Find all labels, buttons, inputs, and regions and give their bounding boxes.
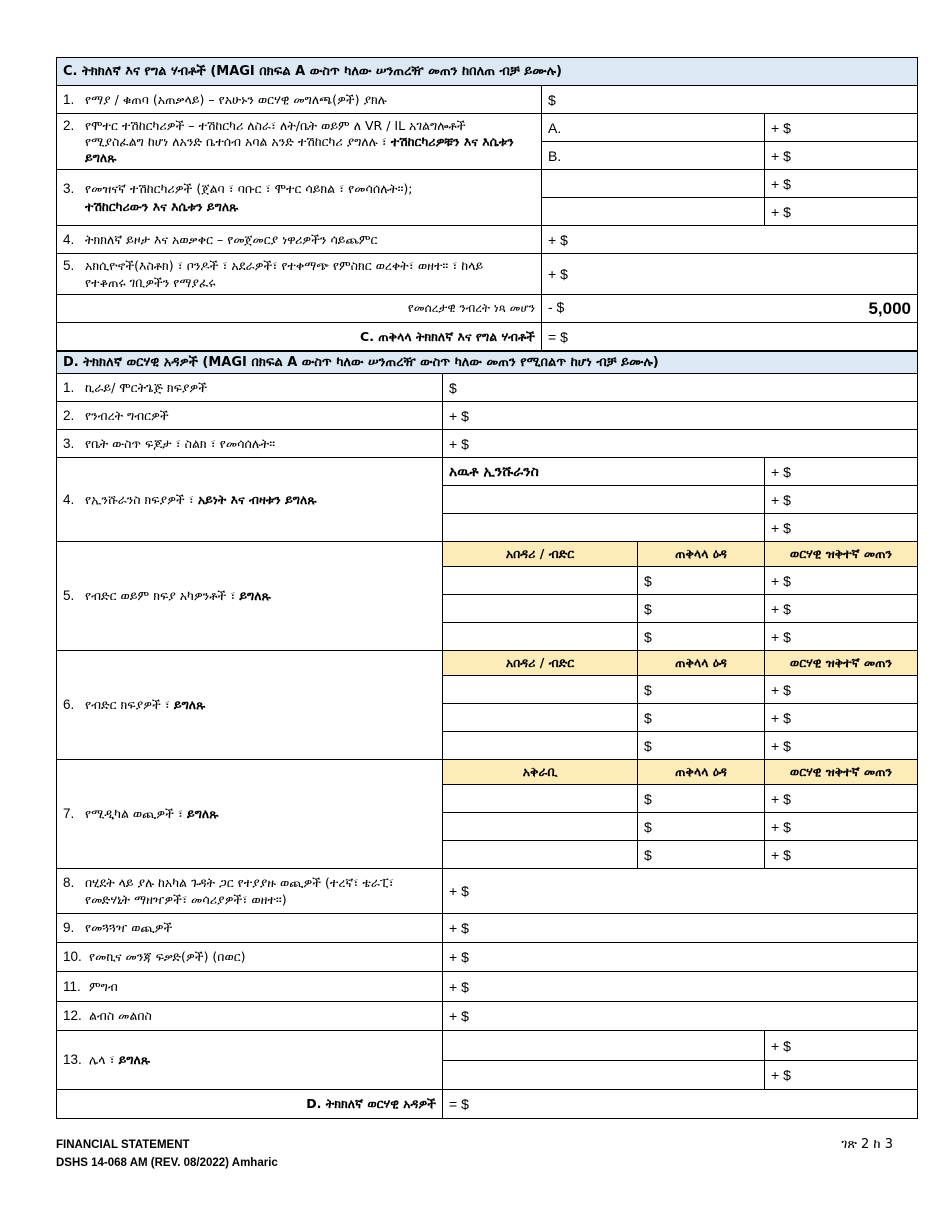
section-d-header: D. ትክክለኛ ወርሃዊ አዳዎች (MAGI በክፍል A ውስጥ ካለው ሠንጠረዥ ውስጥ ካለው መጠን የሚበልጥ ከሆነ ብቻ ይሙሉ) [57,352,918,374]
d5-col-monthly: ወርሃዊ ዝቅተኛ መጠን [765,542,918,567]
c2-value-a-field[interactable]: + $ [765,114,918,142]
d7-total-2[interactable]: $ [638,813,765,841]
d7-col-provider: አቅራቢ [443,760,638,785]
c3-value-2-field[interactable]: + $ [765,198,918,226]
c2-label-cell: 2. የሞተር ተሽከርካሪዎች – ተሽከርካሪ ለስራ፣ ለት/ቤት ወይም ለ VR / IL አገልግሎቶች የሚያስፈልግ ከሆነ ለአንድ ቤተሰብ አባል አንድ ተሽከርካሪ ያግለሉ ፣ ተሽከርካሪዎቹን እና እሴቱን ይግለጹ [57,114,542,170]
c3-label: የመዝናኛ ተሽከርካሪዎች (ጀልባ ፣ ባቡር ፣ ሞተር ሳይክል ፣ የመሳሰሉት።); [85,180,413,196]
d7-provider-2[interactable] [443,813,638,841]
c5-value-field[interactable]: + $ [542,254,918,295]
d7-total-1[interactable]: $ [638,785,765,813]
section-c-header: C. ትክክለኛ እና የግል ሃብቶች (MAGI በክፍል A ውስጥ ካለው ሠንጠረዥ መጠን ከበለጠ ብቻ ይሙሉ) [57,58,918,86]
d6-col-monthly: ወርሃዊ ዝቅተኛ መጠን [765,651,918,676]
c1-label-cell: 1. የማያ / ቁጠባ (አጠቃላይ) – የአሁኑን ወርሃዊ መግለጫ(ዎች) ያክሉ [57,86,542,114]
c1-value-field[interactable]: $ [542,86,918,114]
c1-label: የማያ / ቁጠባ (አጠቃላይ) – የአሁኑን ወርሃዊ መግለጫ(ዎች) ያክሉ [85,91,387,107]
d7-monthly-2[interactable]: + $ [765,813,918,841]
d4-insurance-1-field[interactable]: አዉቶ ኢንሹራንስ [443,458,765,486]
d4-amount-3-field[interactable]: + $ [765,514,918,542]
d13-amount-1-field[interactable]: + $ [765,1031,918,1061]
exemption-value: - $ 5,000 [542,295,918,323]
d6-monthly-2[interactable]: + $ [765,704,918,732]
d5-monthly-3[interactable]: + $ [765,623,918,651]
d6-total-1[interactable]: $ [638,676,765,704]
c2-vehicle-b-field[interactable]: B. [542,142,765,170]
d3-value-field[interactable]: + $ [443,430,918,458]
d5-col-total: ጠቅላላ ዕዳ [638,542,765,567]
c2-label-bold: ተሽከርካሪዎቹን እና እሴቱን ይግለጹ [85,133,514,165]
d4-amount-1-field[interactable]: + $ [765,458,918,486]
d8-label-cell: 8. በሂደት ላይ ያሉ ከአካል ጉዳት ጋር የተያያዙ ወጪዎች (ተረኛ፣ ቴራፒ፣ የመድሃኒት ማዘዣዎች፣ መሳሪያዎች፣ ወዘተ።) [57,869,443,914]
d5-col-lender: አበዳሪ / ብድር [443,542,638,567]
exemption-label: የመሰረታዊ ንብረት ነጻ መሆን [57,295,542,323]
d11-value-field[interactable]: + $ [443,972,918,1002]
d10-value-field[interactable]: + $ [443,943,918,972]
d8-value-field[interactable]: + $ [443,869,918,914]
d4-amount-2-field[interactable]: + $ [765,486,918,514]
d5-lender-1[interactable] [443,567,638,595]
d12-value-field[interactable]: + $ [443,1002,918,1031]
d7-total-3[interactable]: $ [638,841,765,869]
d7-provider-3[interactable] [443,841,638,869]
c2-label: የሞተር ተሽከርካሪዎች – ተሽከርካሪ ለስራ፣ ለት/ቤት ወይም ለ VR / IL አገልግሎቶች የሚያስፈልግ ከሆነ ለአንድ ቤተሰብ አባል አንድ ተሽከርካሪ ያግለሉ ፣ [85,117,466,149]
c3-vehicle-1-field[interactable] [542,170,765,198]
d9-value-field[interactable]: + $ [443,914,918,943]
c2-value-b-field[interactable]: + $ [765,142,918,170]
d1-label-cell: 1. ኪራይ/ ሞርትጌጅ ክፍያዎች [57,374,443,402]
d7-col-total: ጠቅላላ ዕዳ [638,760,765,785]
d6-lender-3[interactable] [443,732,638,760]
d2-value-field[interactable]: + $ [443,402,918,430]
d13-label-cell: 13. ሌላ ፣ ይግለጹ [57,1031,443,1090]
footer-form-title: FINANCIAL STATEMENT [56,1139,190,1151]
d5-total-1[interactable]: $ [638,567,765,595]
section-d-table [56,351,918,1119]
c3-label-cell: 3. የመዝናኛ ተሽከርካሪዎች (ጀልባ ፣ ባቡር ፣ ሞተር ሳይክል ፣ የመሳሰሉት።); ተሽከርካሪውን እና እሴቱን ይግለጹ [57,170,542,226]
d13-amount-2-field[interactable]: + $ [765,1061,918,1090]
d13-other-2-field[interactable] [443,1061,765,1090]
d6-monthly-3[interactable]: + $ [765,732,918,760]
d6-lender-1[interactable] [443,676,638,704]
c4-label-cell: 4. ትክክለኛ ይዞታ እና አወቃቀር – የመጀመርያ ነዋሪዎችን ሳይጨምር [57,226,542,254]
d6-total-3[interactable]: $ [638,732,765,760]
d5-lender-2[interactable] [443,595,638,623]
d5-monthly-1[interactable]: + $ [765,567,918,595]
d7-monthly-3[interactable]: + $ [765,841,918,869]
d1-value-field[interactable]: $ [443,374,918,402]
d5-total-2[interactable]: $ [638,595,765,623]
page-number: ገጽ 2 ከ 3 [841,1137,893,1152]
c2-vehicle-a-field[interactable]: A. [542,114,765,142]
c3-vehicle-2-field[interactable] [542,198,765,226]
d-total-label: D. ትክክለኛ ወርሃዊ አዳዎች [57,1090,443,1119]
d10-label-cell: 10. የመኪና መንጃ ፍቃድ(ዎች) (በወር) [57,943,443,972]
d7-label-cell: 7. የሚዲካል ወጪዎች ፣ ይግለጹ [57,760,443,869]
d7-monthly-1[interactable]: + $ [765,785,918,813]
section-c-table [56,57,918,351]
d13-other-1-field[interactable] [443,1031,765,1061]
d-total-field[interactable]: = $ [443,1090,918,1119]
d3-label-cell: 3. የቤት ውስጥ ፍጆታ ፣ ስልክ ፣ የመሳሰሉት። [57,430,443,458]
c3-value-1-field[interactable]: + $ [765,170,918,198]
d12-label-cell: 12. ልብስ መልበስ [57,1002,443,1031]
d11-label-cell: 11. ምግብ [57,972,443,1002]
d5-total-3[interactable]: $ [638,623,765,651]
d5-monthly-2[interactable]: + $ [765,595,918,623]
d6-label-cell: 6. የብድር ክፍያዎች ፣ ይግለጹ [57,651,443,760]
d6-lender-2[interactable] [443,704,638,732]
d4-label-cell: 4. የኢንሹራንስ ክፍያዎች ፣ አይነት እና ብዛቱን ይግለጹ [57,458,443,542]
d9-label-cell: 9. የመጓጓዣ ወጪዎች [57,914,443,943]
c-total-label: C. ጠቅላላ ትክክለኛ እና የግል ሃብቶች [57,323,542,351]
c3-label-bold: ተሽከርካሪውን እና እሴቱን ይግለጹ [85,198,239,214]
d6-total-2[interactable]: $ [638,704,765,732]
d4-insurance-2-field[interactable] [443,486,765,514]
d5-lender-3[interactable] [443,623,638,651]
c-total-field[interactable]: = $ [542,323,918,351]
d6-monthly-1[interactable]: + $ [765,676,918,704]
exemption-amount: 5,000 [868,298,912,318]
c5-label: አክሲዮኖች(እስቶክ) ፣ ቦንዶች ፣ አደራዎች፣ የተቀማጭ የምስክር ወረቀት፣ ወዘተ። ፣ ከላይ የተቆጠሩ ገቢዎችን የማያፈሩ [85,258,484,290]
c4-value-field[interactable]: + $ [542,226,918,254]
d6-col-lender: አበዳሪ / ብድር [443,651,638,676]
d7-col-monthly: ወርሃዊ ዝቅተኛ መጠን [765,760,918,785]
c5-label-cell: 5. አክሲዮኖች(እስቶክ) ፣ ቦንዶች ፣ አደራዎች፣ የተቀማጭ የምስክር ወረቀት፣ ወዘተ። ፣ ከላይ የተቆጠሩ ገቢዎችን የማያፈሩ [57,254,542,295]
d7-provider-1[interactable] [443,785,638,813]
d6-col-total: ጠቅላላ ዕዳ [638,651,765,676]
d4-insurance-3-field[interactable] [443,514,765,542]
footer-form-id: DSHS 14-068 AM (REV. 08/2022) Amharic [56,1157,278,1169]
c4-label: ትክክለኛ ይዞታ እና አወቃቀር – የመጀመርያ ነዋሪዎችን ሳይጨምር [85,231,378,247]
d5-label-cell: 5. የብድር ወይም ክፍያ አካዎንቶች ፣ ይግለጹ [57,542,443,651]
d2-label-cell: 2. የንብረት ግብርዎች [57,402,443,430]
